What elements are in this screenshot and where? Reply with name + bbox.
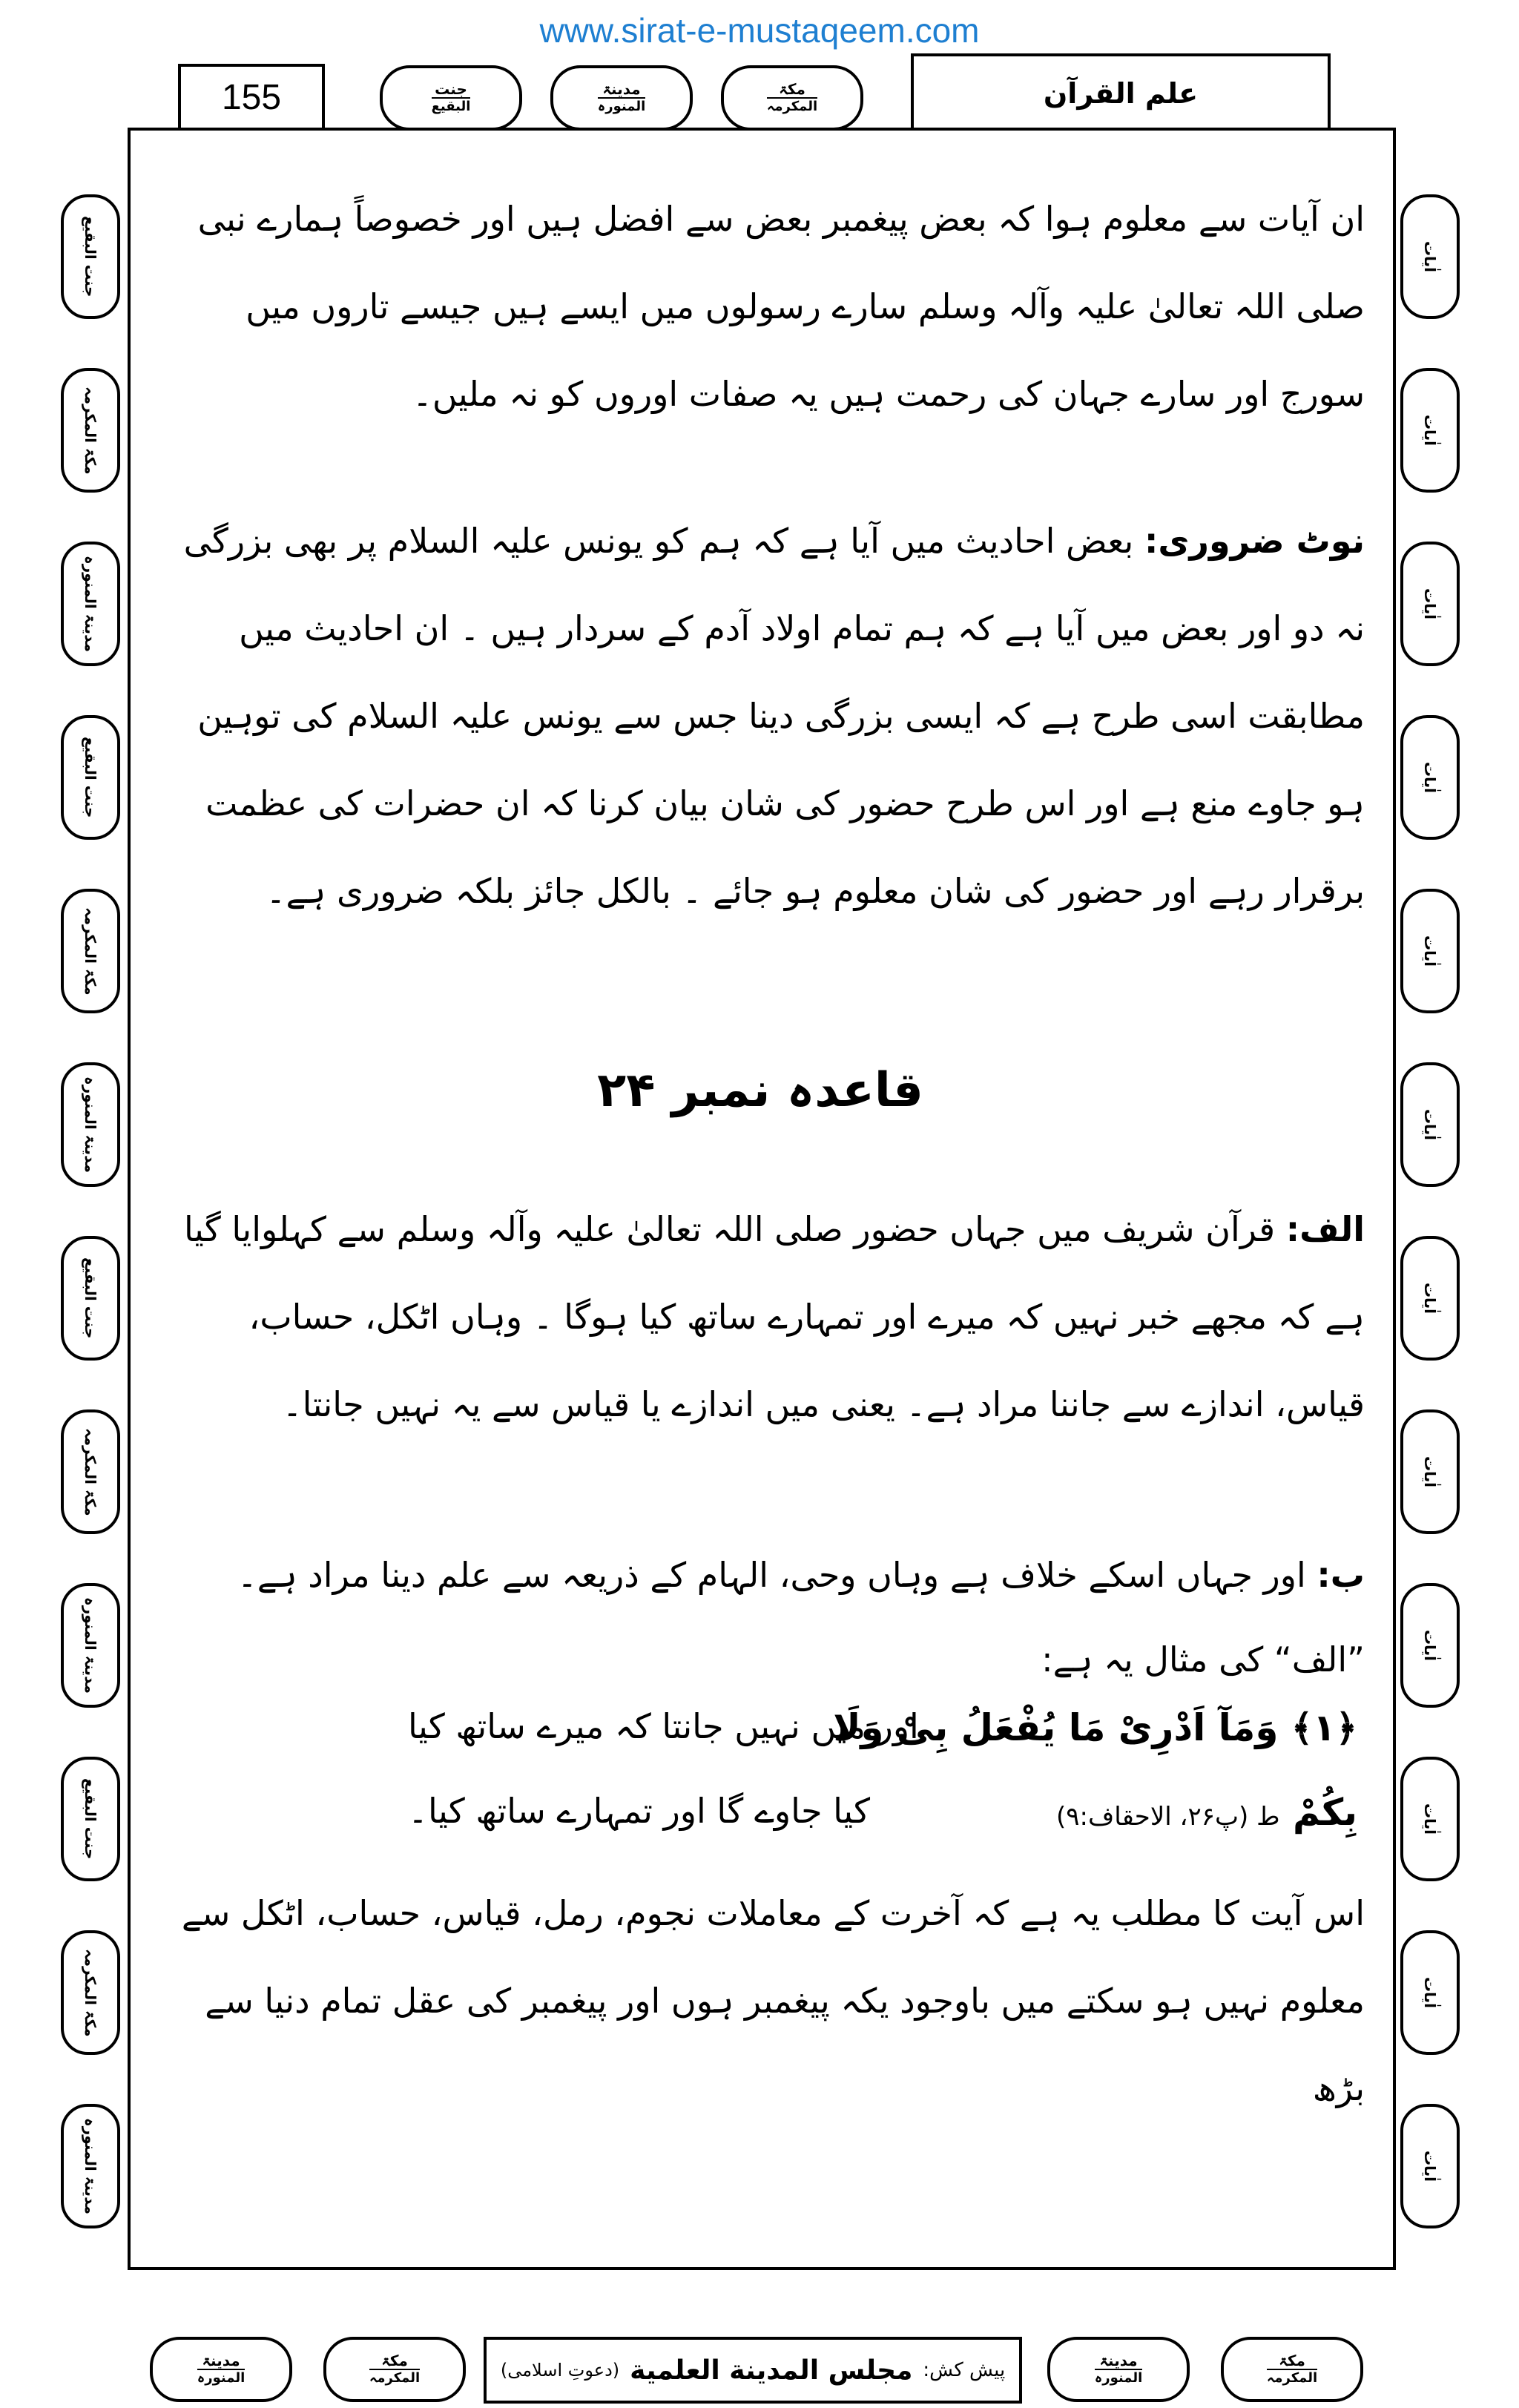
bay-text: اور جہاں اسکے خلاف ہے وہاں وحی، الہام کے ذریعہ سے علم دینا مراد ہے۔ bbox=[237, 1555, 1306, 1595]
paragraph-alif bbox=[156, 1185, 1365, 1448]
right-side-tab: اٰیات bbox=[1400, 1930, 1460, 2055]
left-side-tab: مکۃ المکرمہ bbox=[61, 1930, 120, 2055]
left-side-tab: مدینۃ المنورہ bbox=[61, 1583, 120, 1708]
paragraph-note bbox=[156, 497, 1365, 935]
site-url[interactable]: www.sirat-e-mustaqeem.com bbox=[539, 11, 980, 50]
note-label: نوٹ ضروری: bbox=[1144, 521, 1365, 561]
verse-word: بِکُمْ bbox=[1292, 1791, 1357, 1834]
left-side-tab: جنت البقیع bbox=[61, 1236, 120, 1361]
left-side-tab: مکۃ المکرمہ bbox=[61, 1409, 120, 1534]
seal-line: المکرمہ bbox=[766, 99, 818, 115]
organization-name: مجلس المدینة العلمیة bbox=[630, 2355, 913, 2386]
alif-label: الف: bbox=[1285, 1209, 1365, 1249]
footer-seal bbox=[1221, 2337, 1363, 2402]
quran-verse-line2 bbox=[1056, 1791, 1357, 1834]
presenter-label: پیش کش: bbox=[923, 2359, 1006, 2381]
seal-line: مدینۃ bbox=[202, 2352, 240, 2370]
organization-sub: (دعوتِ اسلامی) bbox=[500, 2360, 620, 2381]
book-title: علم القرآن bbox=[911, 53, 1331, 134]
seal-line: مکۃ bbox=[381, 2352, 408, 2370]
left-side-tab: مدینۃ المنورہ bbox=[61, 1062, 120, 1187]
left-side-tab: مکۃ المکرمہ bbox=[61, 368, 120, 493]
right-side-tab: اٰیات bbox=[1400, 368, 1460, 493]
left-side-tab: جنت البقیع bbox=[61, 1757, 120, 1881]
alif-text: قرآن شریف میں جہاں حضور صلی اللہ تعالیٰ علیہ وآلہ وسلم سے کہلوایا گیا ہے کہ مجھے خبر نہیں کہ میرے اور تمہارے ساتھ کیا ہوگا ۔ وہاں اٹکل، حساب، قیاس، اندازے سے جاننا مراد ہے۔ یعنی میں اندازے یا قیاس سے یہ نہیں جانتا۔ bbox=[183, 1209, 1365, 1424]
right-side-tab: اٰیات bbox=[1400, 194, 1460, 319]
verse-row-1 bbox=[156, 1706, 1365, 1788]
footer-publisher bbox=[484, 2337, 1022, 2404]
right-side-tab: اٰیات bbox=[1400, 542, 1460, 666]
right-side-tab: اٰیات bbox=[1400, 1062, 1460, 1187]
right-side-tab: اٰیات bbox=[1400, 1409, 1460, 1534]
right-side-tab: اٰیات bbox=[1400, 1757, 1460, 1881]
seal-line: مکۃ bbox=[1279, 2352, 1305, 2370]
note-text: بعض احادیث میں آیا ہے کہ ہم کو یونس علیہ السلام پر بھی بزرگی نہ دو اور بعض میں آیا ہے کہ ہم تمام اولاد آدم کے سردار ہیں ۔ ان احادیث میں مطابقت اسی طرح ہے کہ ایسی بزرگی دینا جس سے یونس علیہ السلام کی توہین ہو جاوے منع ہے اور اس طرح حضور کی شان بیان کرنا کہ ان حضرات کی عظمت برقرار رہے اور حضور کی شان معلوم ہو جائے ۔ بالکل جائز بلکہ ضروری ہے۔ bbox=[183, 521, 1365, 911]
right-side-tab: اٰیات bbox=[1400, 1236, 1460, 1361]
header-seal-madina bbox=[550, 65, 693, 131]
bay-label: ب: bbox=[1317, 1555, 1365, 1595]
seal-line: المکرمہ bbox=[369, 2370, 421, 2386]
verse-row-2 bbox=[156, 1791, 1365, 1872]
left-side-tab: مدینۃ المنورہ bbox=[61, 542, 120, 666]
seal-line: المکرمہ bbox=[1266, 2370, 1318, 2386]
example-intro: ”الف“ کی مثال یہ ہے: bbox=[1041, 1639, 1365, 1680]
header-seal-baqi bbox=[380, 65, 522, 131]
seal-line: المنورہ bbox=[597, 99, 646, 115]
footer-seal bbox=[323, 2337, 466, 2402]
quran-verse-line1: ﴿۱﴾ وَمَآ اَدْرِیْ مَا یُفْعَلُ بِیْ وَلَا bbox=[833, 1706, 1357, 1749]
right-side-tab: اٰیات bbox=[1400, 889, 1460, 1013]
page-number: 155 bbox=[178, 64, 325, 131]
left-side-tab: مکۃ المکرمہ bbox=[61, 889, 120, 1013]
seal-line: البقیع bbox=[431, 99, 471, 115]
left-side-tab: مدینۃ المنورہ bbox=[61, 2104, 120, 2228]
verse-translation-line1: اور میں نہیں جانتا کہ میرے ساتھ کیا bbox=[408, 1706, 919, 1746]
footer-seal bbox=[1047, 2337, 1190, 2402]
paragraph-explanation: اس آیت کا مطلب یہ ہے کہ آخرت کے معاملات نجوم، رمل، قیاس، حساب، اٹکل سے معلوم نہیں ہو سکتے میں باوجود یکہ پیغمبر ہوں اور پیغمبر کی عقل تمام دنیا سے بڑھ bbox=[181, 1893, 1365, 2108]
left-side-tab: جنت البقیع bbox=[61, 715, 120, 840]
verse-reference: ط (پ۲۶، الاحقاف:۹) bbox=[1056, 1802, 1280, 1832]
paragraph-bay bbox=[156, 1531, 1365, 1619]
left-side-tab: جنت البقیع bbox=[61, 194, 120, 319]
verse-translation-line2: کیا جاوے گا اور تمہارے ساتھ کیا۔ bbox=[408, 1791, 870, 1831]
seal-line: المنورہ bbox=[197, 2370, 246, 2386]
seal-line: مدینۃ bbox=[602, 80, 641, 99]
seal-line: مکۃ bbox=[779, 80, 805, 99]
right-side-tab: اٰیات bbox=[1400, 1583, 1460, 1708]
paragraph-intro: ان آیات سے معلوم ہوا کہ بعض پیغمبر بعض سے افضل ہیں اور خصوصاً ہمارے نبی صلی اللہ تعالیٰ علیہ وآلہ وسلم سارے رسولوں میں ایسے ہیں جیسے تاروں میں سورج اور سارے جہان کی رحمت ہیں یہ صفات اوروں کو نہ ملیں۔ bbox=[197, 199, 1365, 414]
header-seal-makkah bbox=[721, 65, 863, 131]
seal-line: المنورہ bbox=[1094, 2370, 1143, 2386]
footer-seal bbox=[150, 2337, 292, 2402]
right-side-tab: اٰیات bbox=[1400, 715, 1460, 840]
seal-line: مدینۃ bbox=[1099, 2352, 1138, 2370]
seal-line: جنت bbox=[435, 80, 467, 99]
section-heading: قاعدہ نمبر ۲۴ bbox=[597, 1063, 923, 1118]
right-side-tab: اٰیات bbox=[1400, 2104, 1460, 2228]
